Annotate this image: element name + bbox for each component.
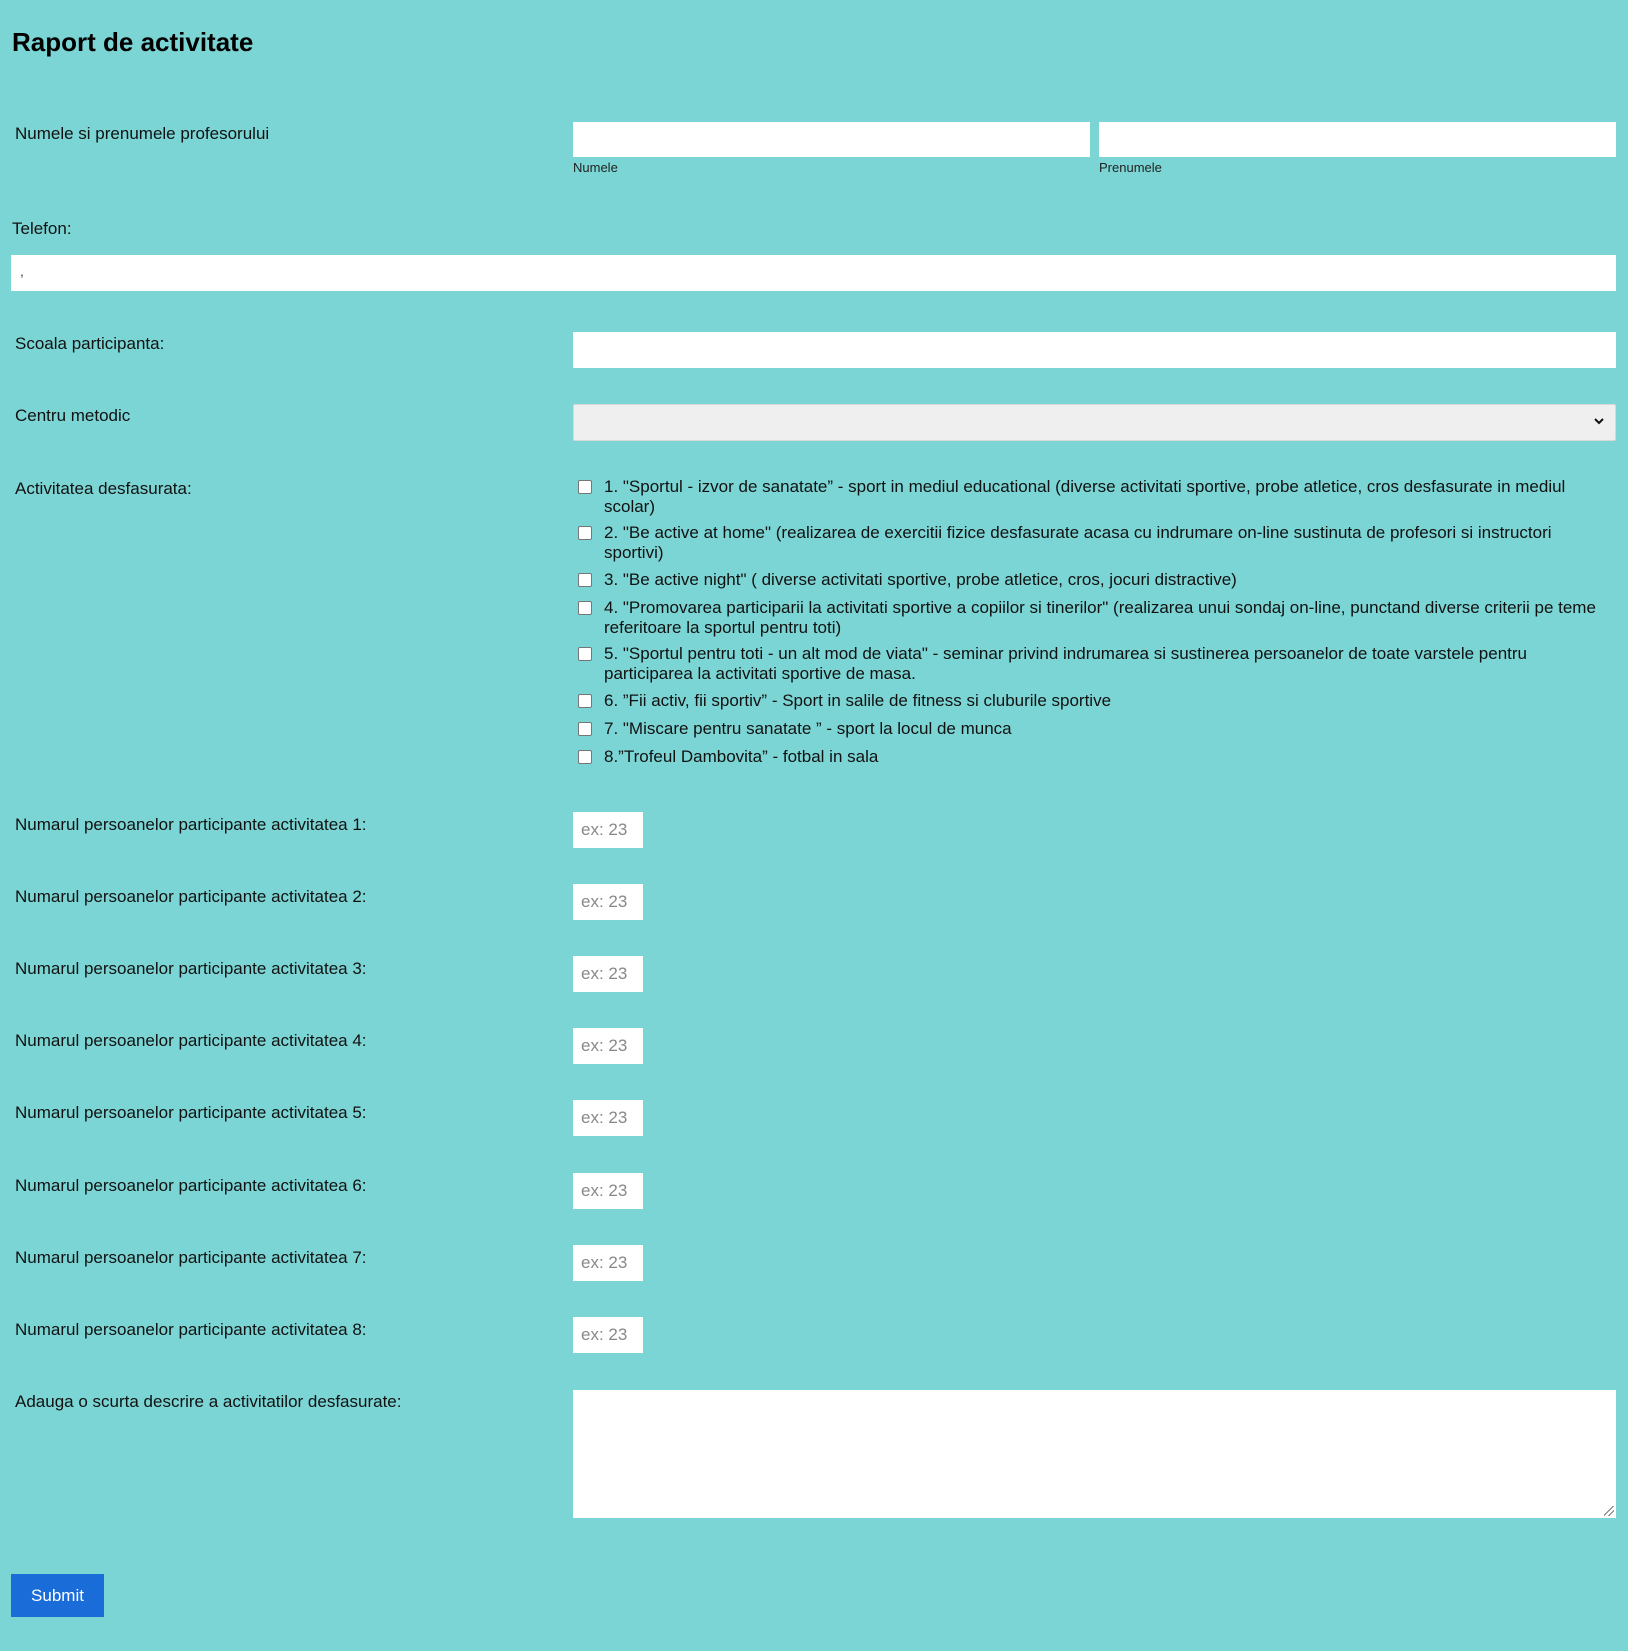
phone-input[interactable] xyxy=(11,255,1616,291)
first-name-sublabel: Prenumele xyxy=(1099,160,1162,175)
description-label: Adauga o scurta descrire a activitatilor desfasurate: xyxy=(15,1392,402,1411)
activity-option-label: 6. ”Fii activ, fii sportiv” - Sport in salile de fitness si cluburile sportive xyxy=(604,691,1112,710)
participants-input-2[interactable] xyxy=(573,884,643,920)
resize-grip-icon[interactable] xyxy=(1604,1506,1614,1516)
participants-label-7: Numarul persoanelor participante activitatea 7: xyxy=(15,1248,367,1267)
phone-value: , xyxy=(20,263,24,279)
chevron-down-icon xyxy=(1593,415,1605,427)
participants-input-3[interactable] xyxy=(573,956,643,992)
activity-option-label: 5. "Sportul pentru toti - un alt mod de viata" - seminar privind indrumarea si sustinerea persoanelor de toate varstele pentru participarea la activitati sportive de masa. xyxy=(604,644,1527,683)
activity-checkbox-8[interactable] xyxy=(578,750,592,764)
center-label: Centru metodic xyxy=(15,406,131,425)
activity-option-label: 4. "Promovarea participarii la activitati sportive a copiilor si tinerilor" (realizarea unui sondaj on-line, punctand diverse criterii pe teme referitoare la sportul pentru toti) xyxy=(604,598,1596,637)
activity-option-label: 1. "Sportul - izvor de sanatate” - sport in mediul educational (diverse activitati sportive, probe atletice, cros desfasurate in mediul scolar) xyxy=(604,477,1566,516)
school-label: Scoala participanta: xyxy=(15,334,165,353)
participants-input-4[interactable] xyxy=(573,1028,643,1064)
participants-input-8[interactable] xyxy=(573,1317,643,1353)
activity-checkbox-4[interactable] xyxy=(578,601,592,615)
participants-label-4: Numarul persoanelor participante activitatea 4: xyxy=(15,1031,367,1050)
activity-option-label: 7. "Miscare pentru sanatate ” - sport la locul de munca xyxy=(604,719,1012,738)
activity-checkbox-2[interactable] xyxy=(578,526,592,540)
activities-label: Activitatea desfasurata: xyxy=(15,479,192,498)
participants-input-7[interactable] xyxy=(573,1245,643,1281)
activity-checkbox-7[interactable] xyxy=(578,722,592,736)
participants-label-8: Numarul persoanelor participante activitatea 8: xyxy=(15,1320,367,1339)
teacher-name-label: Numele si prenumele profesorului xyxy=(15,124,270,143)
activity-checkbox-6[interactable] xyxy=(578,694,592,708)
participants-input-5[interactable] xyxy=(573,1100,643,1136)
description-textarea[interactable] xyxy=(573,1390,1616,1518)
activity-checkbox-3[interactable] xyxy=(578,573,592,587)
activity-option-label: 2. "Be active at home" (realizarea de exercitii fizice desfasurate acasa cu indrumare on-line sustinuta de profesori si instructori sportivi) xyxy=(604,523,1552,562)
participants-label-3: Numarul persoanelor participante activitatea 3: xyxy=(15,959,367,978)
participants-label-1: Numarul persoanelor participante activitatea 1: xyxy=(15,815,367,834)
activity-checkbox-5[interactable] xyxy=(578,647,592,661)
participants-input-1[interactable] xyxy=(573,812,643,848)
participants-label-6: Numarul persoanelor participante activitatea 6: xyxy=(15,1176,367,1195)
participants-label-2: Numarul persoanelor participante activitatea 2: xyxy=(15,887,367,906)
page-title: Raport de activitate xyxy=(12,27,254,57)
participants-label-5: Numarul persoanelor participante activitatea 5: xyxy=(15,1103,367,1122)
last-name-input[interactable] xyxy=(573,122,1090,157)
first-name-input[interactable] xyxy=(1099,122,1616,157)
description-wrapper xyxy=(573,1390,1616,1518)
last-name-sublabel: Numele xyxy=(573,160,618,175)
submit-button[interactable]: Submit xyxy=(11,1574,104,1617)
activity-option-label: 3. "Be active night" ( diverse activitati sportive, probe atletice, cros, jocuri distractive) xyxy=(604,570,1237,589)
activity-option-label: 8.”Trofeul Dambovita” - fotbal in sala xyxy=(604,747,879,766)
center-select[interactable] xyxy=(573,404,1616,441)
activity-checkbox-1[interactable] xyxy=(578,480,592,494)
participants-input-6[interactable] xyxy=(573,1173,643,1209)
school-input[interactable] xyxy=(573,332,1616,368)
phone-label: Telefon: xyxy=(12,219,72,238)
